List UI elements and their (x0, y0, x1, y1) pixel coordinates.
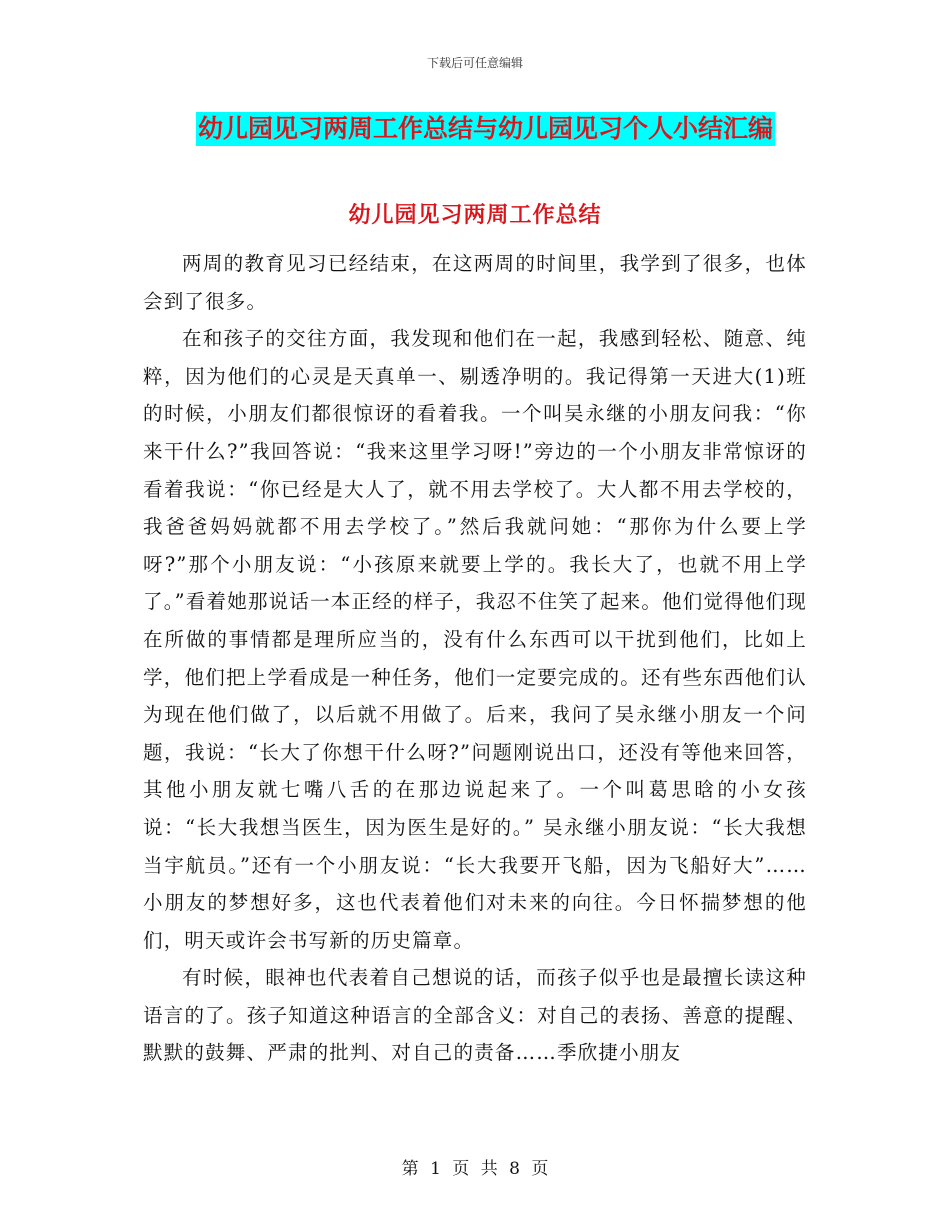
paragraph: 两周的教育见习已经结束，在这两周的时间里，我学到了很多，也体会到了很多。 (143, 252, 807, 313)
section-title: 幼儿园见习两周工作总结 (348, 202, 602, 228)
paragraph: 有时候，眼神也代表着自己想说的话，而孩子似乎也是最擅长读这种语言的了。孩子知道这种语言的全部含义：对自己的表扬、善意的提醒、默默的鼓舞、严肃的批判、对自己的责备……季欣捷小朋友 (143, 966, 807, 1065)
document-body (143, 245, 807, 1072)
paragraph: 在和孩子的交往方面，我发现和他们在一起，我感到轻松、随意、纯粹，因为他们的心灵是天真单一、剔透净明的。我记得第一天进大(1)班的时候，小朋友们都很惊讶的看着我。一个叫吴永继的小朋友问我：“你来干什么?”我回答说：“我来这里学习呀!”旁边的一个小朋友非常惊讶的看着我说：“你已经是大人了，就不用去学校了。大人都不用去学校的，我爸爸妈妈就都不用去学校了。”然后我就问她：“那你为什么要上学呀?”那个小朋友说：“小孩原来就要上学的。我长大了，也就不用上学了。”看着她那说话一本正经的样子，我忍不住笑了起来。他们觉得他们现在所做的事情都是理所应当的，没有什么东西可以干扰到他们，比如上学，他们把上学看成是一种任务，他们一定要完成的。还有些东西他们认为现在他们做了，以后就不用做了。后来，我问了吴永继小朋友一个问题，我说：“长大了你想干什么呀?”问题刚说出口，还没有等他来回答，其他小朋友就七嘴八舌的在那边说起来了。一个叫葛思晗的小女孩说：“长大我想当医生，因为医生是好的。” 吴永继小朋友说：“长大我想当宇航员。”还有一个小朋友说：“长大我要开飞船，因为飞船好大”……小朋友的梦想好多，这也代表着他们对未来的向往。今日怀揣梦想的他们，明天或许会书写新的历史篇章。 (143, 327, 807, 952)
page-number: 第 1 页 共 8 页 (401, 1159, 549, 1179)
document-title: 幼儿园见习两周工作总结与幼儿园见习个人小结汇编 (196, 112, 775, 146)
page-header-note: 下载后可任意编辑 (426, 56, 523, 70)
